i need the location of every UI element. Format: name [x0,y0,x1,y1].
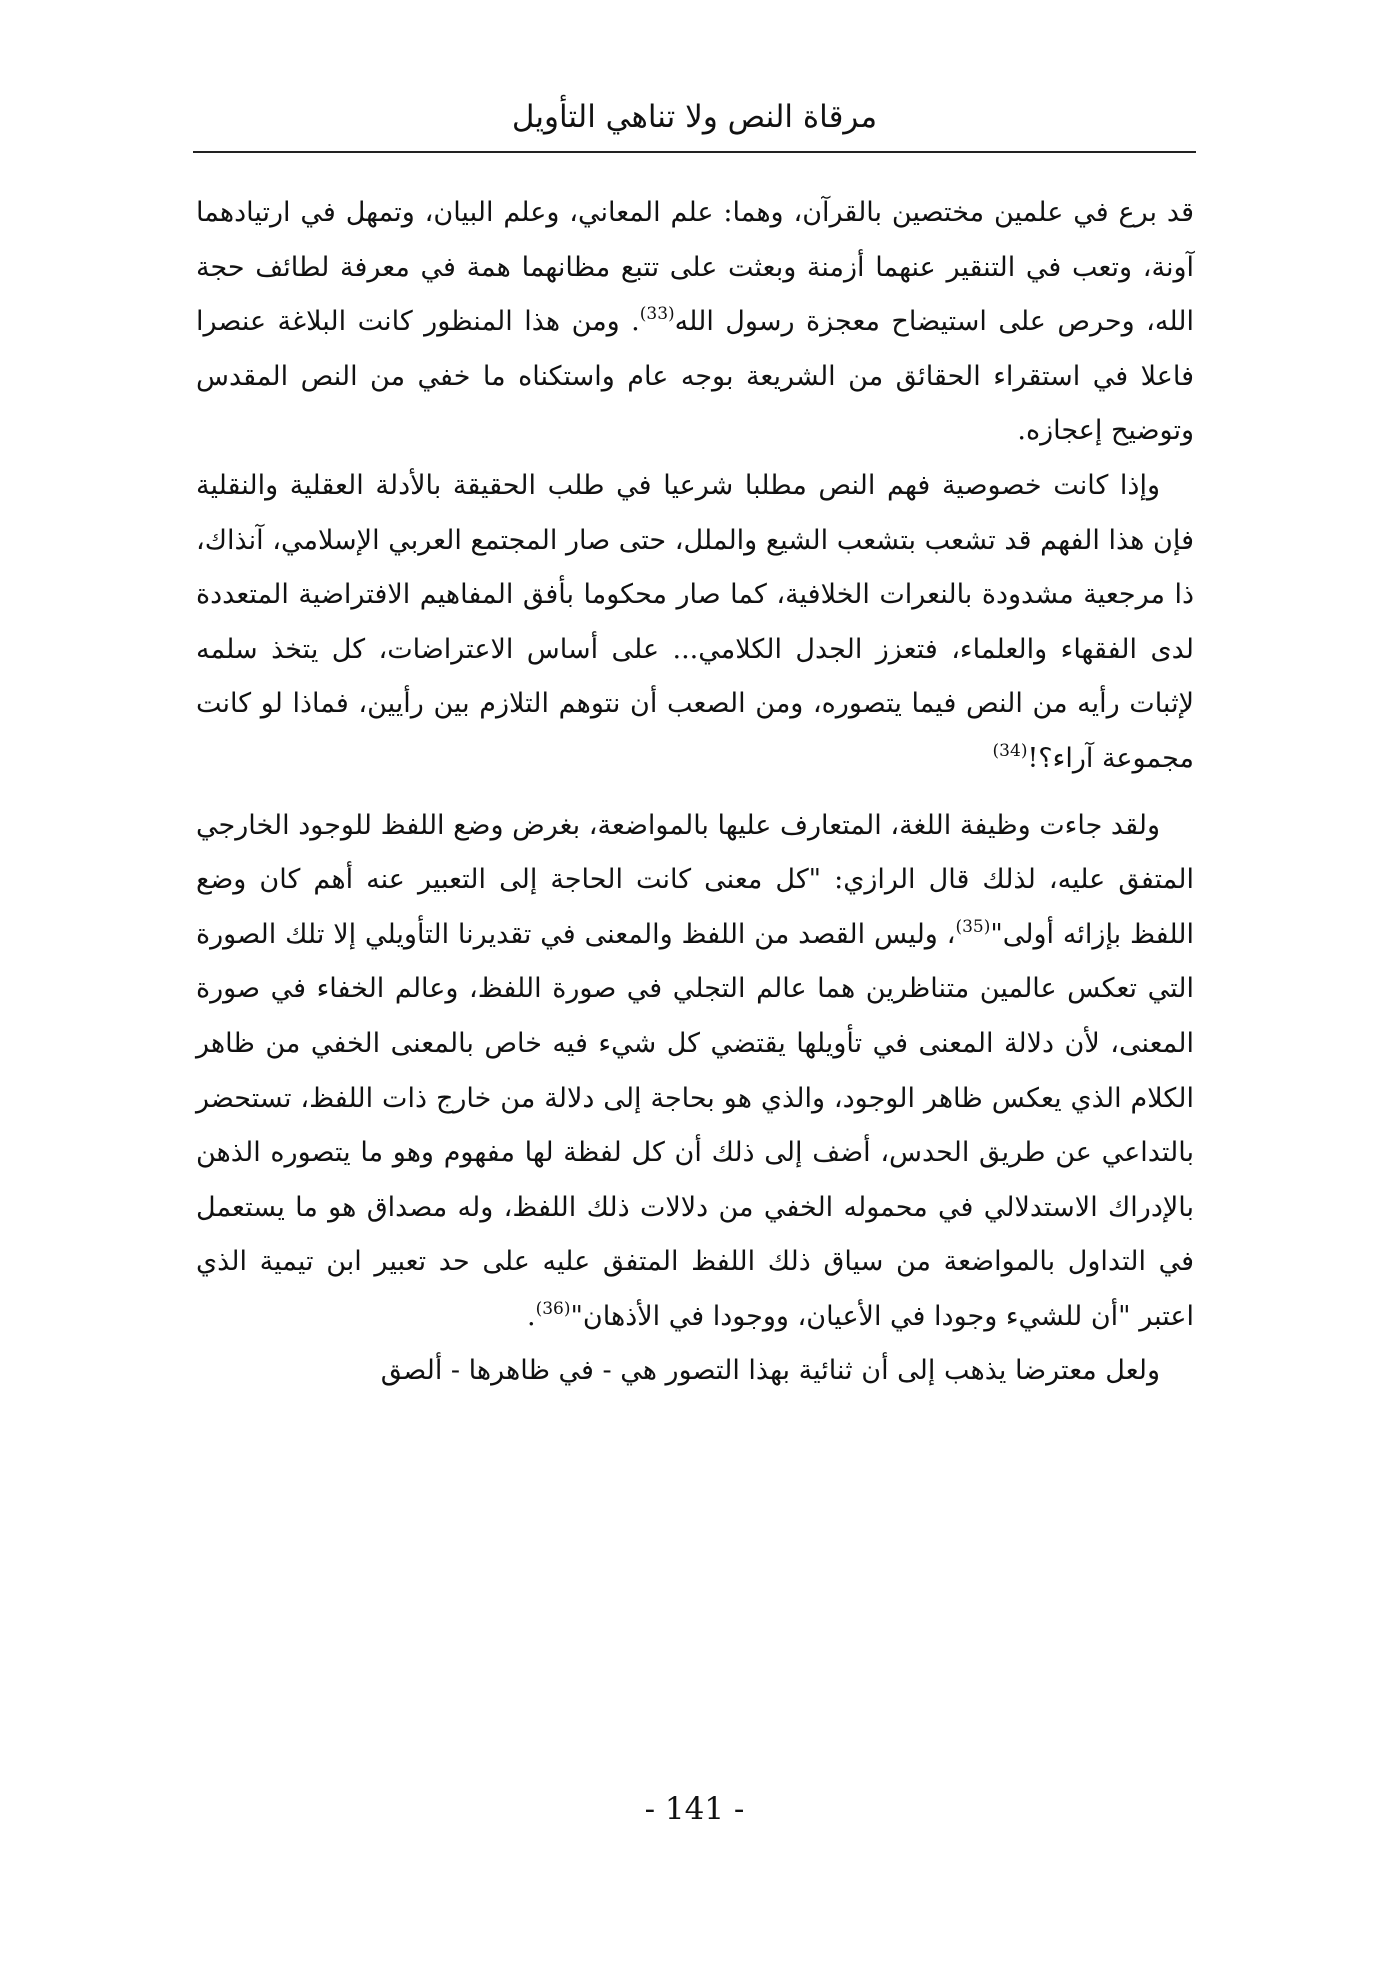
paragraph-3-text-b: ، وليس القصد من اللفظ والمعنى في تقديرنا التأويلي إلا تلك الصورة التي تعكس عالمين متناظرين هما عالم التجلي في صورة اللفظ، وعالم الخفاء في صورة المعنى، لأن دلالة المعنى في تأويلها يقتضي كل شيء فيه خاص بالمعنى الخفي من ظاهر الكلام الذي يعكس ظاهر الوجود، والذي هو بحاجة إلى دلالة من خارج ذات اللفظ، تستحضر بالتداعي عن طريق الحدس، أضف إلى ذلك أن كل لفظة لها مفهوم وهو ما يتصوره الذهن بالإدراك الاستدلالي في محموله الخفي من دلالات ذلك اللفظ، وله مصداق هو ما يستعمل في التداول بالمواضعة من سياق ذلك اللفظ المتفق عليه على حد تعبير ابن تيمية الذي اعتبر "أن للشيء وجودا في الأعيان، ووجودا في الأذهان" [196,918,1194,1332]
footnote-ref-33: (33) [639,304,675,325]
paragraph-3-text-a: ولقد جاءت وظيفة اللغة، المتعارف عليها بالمواضعة، بغرض وضع اللفظ للوجود الخارجي المتفق عليه، لذلك قال الرازي: "كل معنى كانت الحاجة إلى التعبير عنه أهم كان وضع اللفظ بإزائه أولى" [196,809,1194,950]
paragraph-4-text-a: ولعل معترضا يذهب إلى أن ثنائية بهذا التصور هي - في ظاهرها - ألصق [380,1355,1160,1387]
paragraph-3-text-c: . [526,1300,536,1332]
paragraph-1-text-b: . ومن هذا المنظور كانت البلاغة عنصرا فاعلا في استقراء الحقائق من الشريعة بوجه عام واستكناه ما خفي من النص المقدس وتوضيح إعجازه. [196,306,1194,447]
paragraph-4 [196,1344,1194,1399]
paragraph-2 [196,459,1194,787]
paragraph-1-text-a: قد برع في علمين مختصين بالقرآن، وهما: علم المعاني، وعلم البيان، وتمهل في ارتيادهما آونة، وتعب في التنقير عنهما أزمنة وبعثت على تتبع مظانهما همة في معرفة لطائف حجة الله، وحرص على استيضاح معجزة رسول الله [196,197,1194,338]
header-divider [193,151,1196,153]
footnote-ref-36: (36) [535,1298,571,1319]
paragraph-1 [196,186,1194,459]
paragraph-3 [196,799,1194,1345]
running-header: مرقاة النص ولا تناهي التأويل [511,99,878,135]
page-number: - 141 - [644,1791,745,1827]
paragraph-2-text-a: وإذا كانت خصوصية فهم النص مطلبا شرعيا في طلب الحقيقة بالأدلة العقلية والنقلية فإن هذا الفهم قد تشعب بتشعب الشيع والملل، حتى صار المجتمع العربي الإسلامي، آنذاك، ذا مرجعية مشدودة بالنعرات الخلافية، كما صار محكوما بأفق المفاهيم الافتراضية المتعددة لدى الفقهاء والعلماء، فتعزز الجدل الكلامي... على أساس الاعتراضات، كل يتخذ سلمه لإثبات رأيه من النص فيما يتصوره، ومن الصعب أن نتوهم التلازم بين رأيين، فماذا لو كانت مجموعة آراء؟! [196,469,1194,774]
footnote-ref-34: (34) [992,740,1028,761]
footnote-ref-35: (35) [955,916,991,937]
page-body [196,186,1194,1399]
